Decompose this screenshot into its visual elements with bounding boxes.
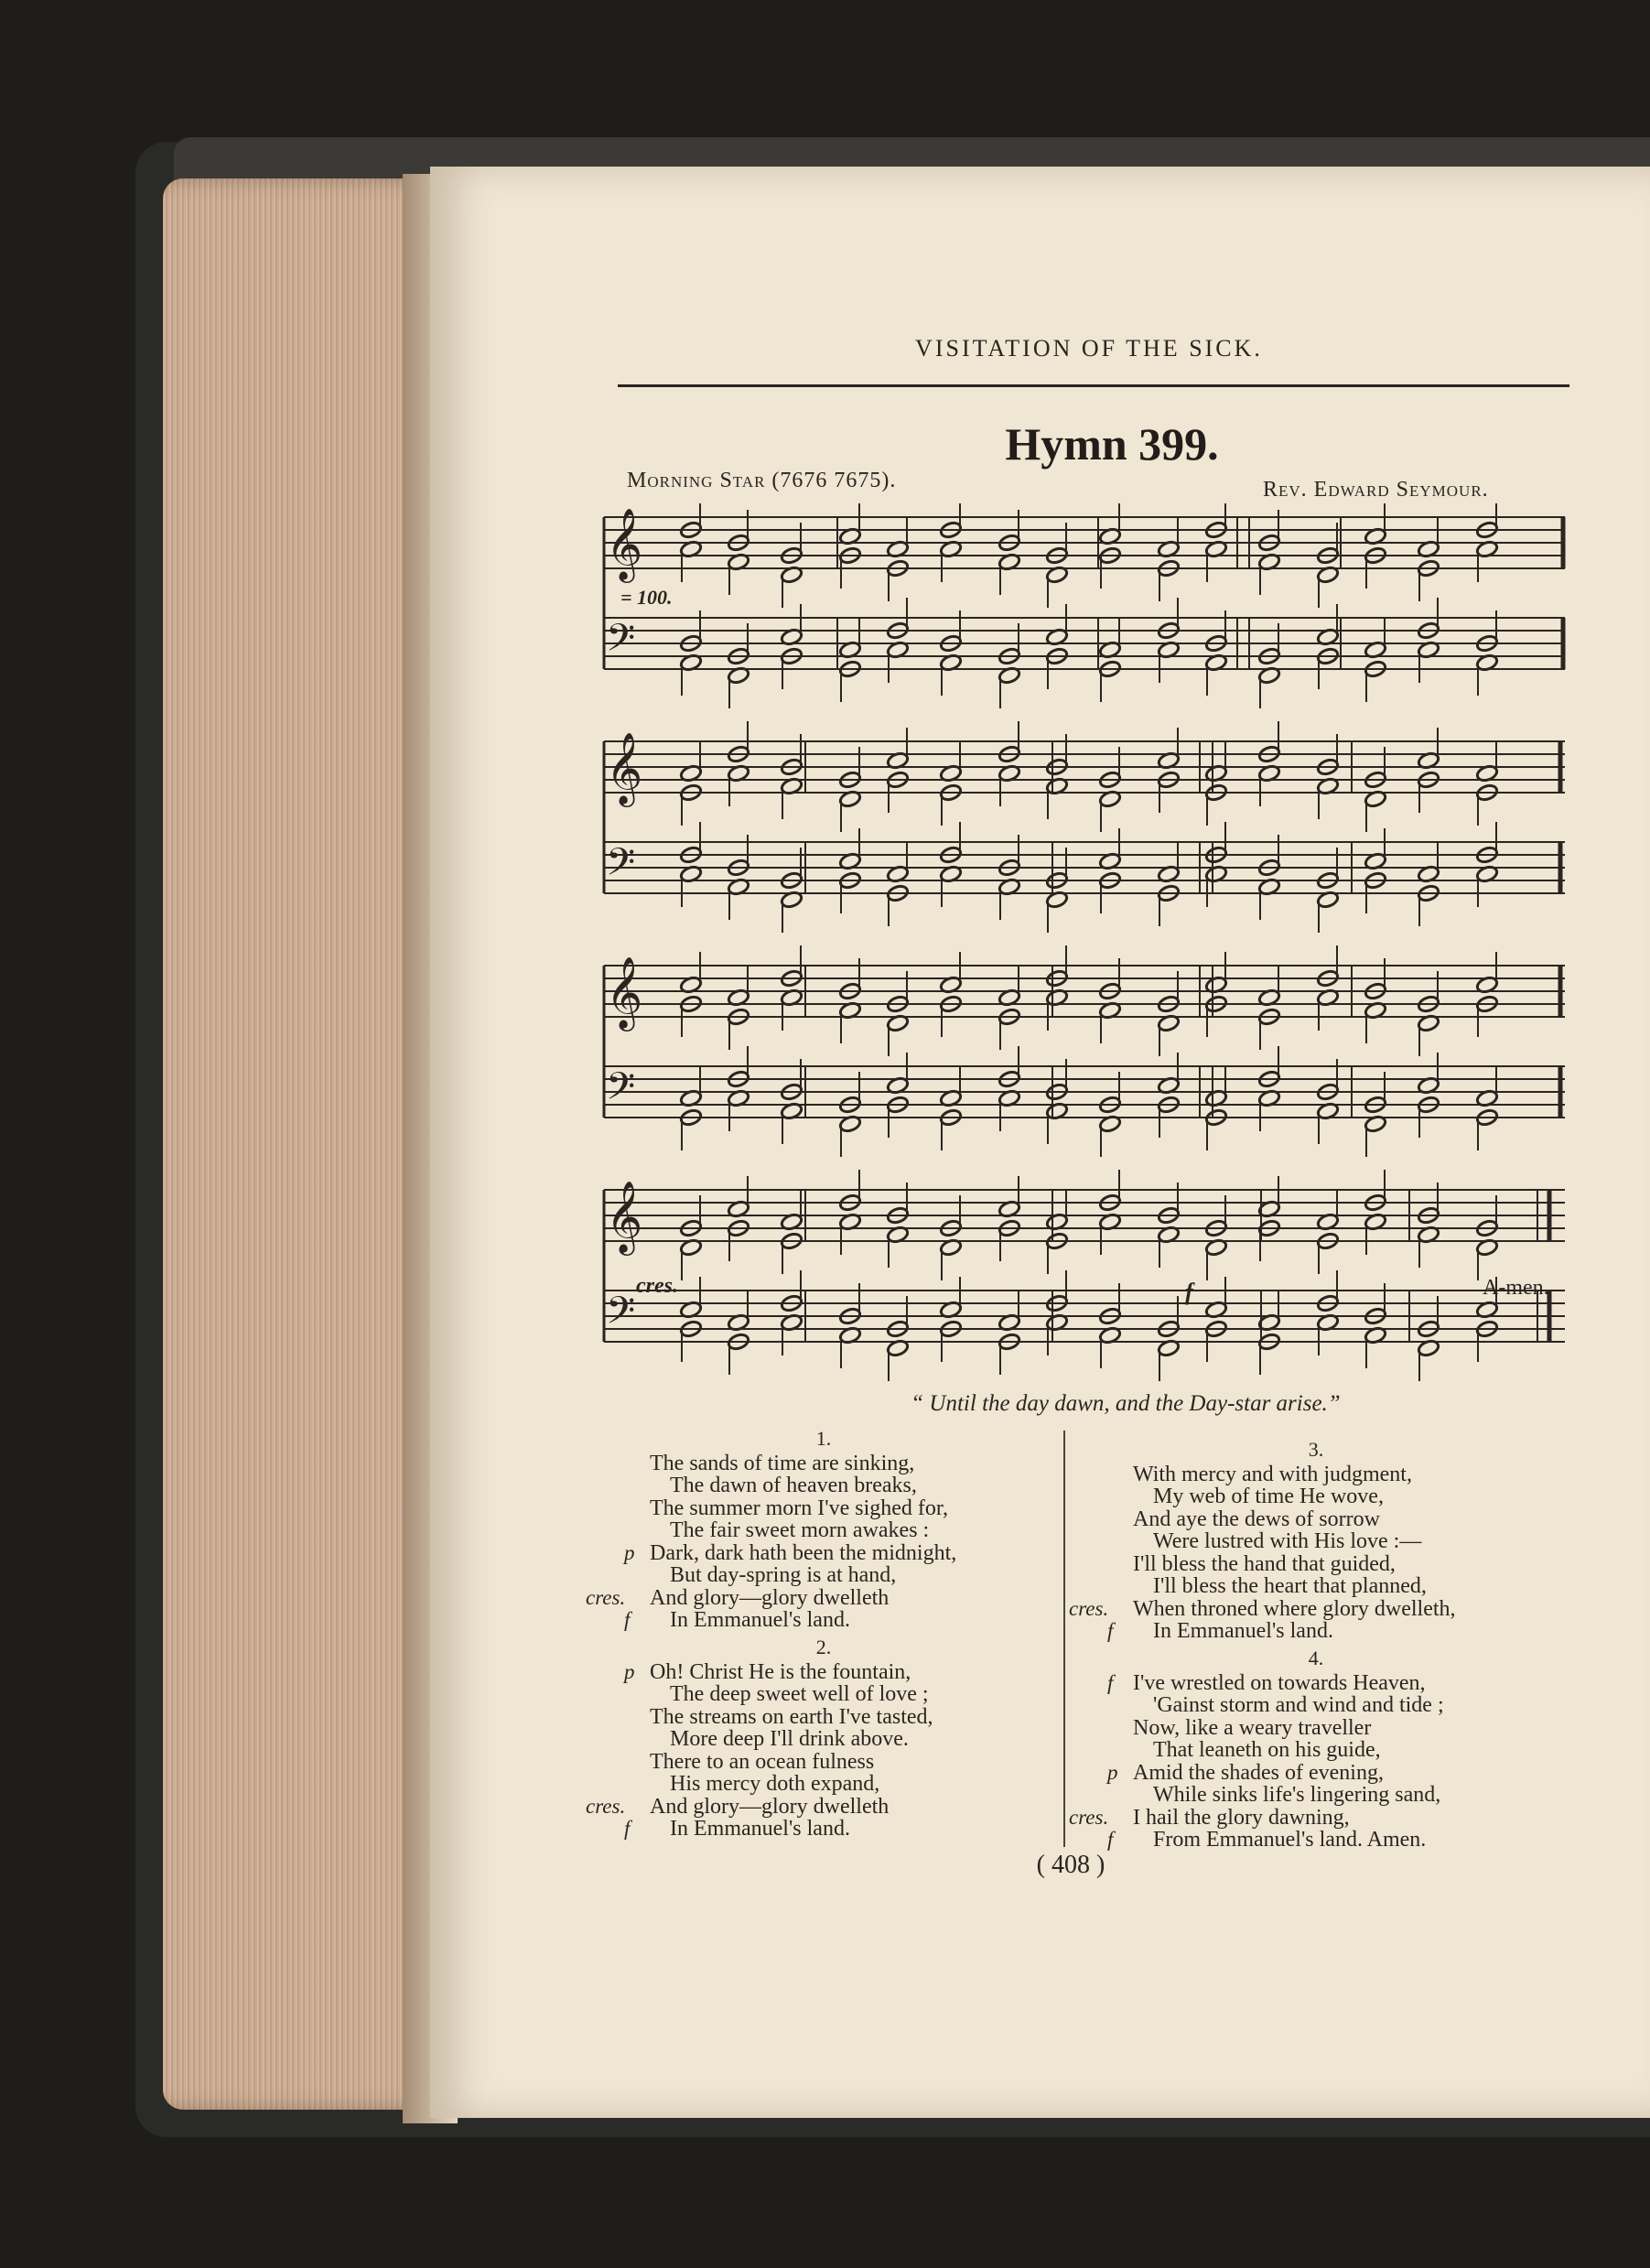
- verse-line: [586, 1587, 1062, 1610]
- verse-line-text: His mercy doth expand,: [670, 1772, 880, 1796]
- cres-marking: cres.: [636, 1274, 678, 1298]
- page-number: ( 408 ): [1036, 1851, 1105, 1879]
- verse-line: [586, 1683, 1062, 1706]
- verse-line-text: In Emmanuel's land.: [670, 1817, 850, 1841]
- bass-clef-icon: 𝄢: [606, 616, 636, 669]
- verse-number: 3.: [1308, 1438, 1324, 1461]
- verse-line: [586, 1751, 1062, 1774]
- verse-line: [1069, 1530, 1563, 1553]
- amen-label: A-men.: [1483, 1276, 1549, 1300]
- verse-line-text: Were lustred with His love :—: [1153, 1529, 1422, 1553]
- dynamic-mark: f: [624, 1608, 631, 1631]
- verse-line-text: That leaneth on his guide,: [1153, 1738, 1381, 1762]
- verse-line: [1069, 1463, 1563, 1486]
- verse-line: [1069, 1762, 1563, 1785]
- bass-clef-icon: 𝄢: [606, 1064, 636, 1118]
- score-systems: [604, 503, 1565, 1381]
- verse-line-text: When throned where glory dwelleth,: [1133, 1596, 1456, 1621]
- verse-line-text: The dawn of heaven breaks,: [670, 1474, 917, 1497]
- verse-line: [1069, 1784, 1563, 1807]
- dynamic-mark: f: [624, 1817, 631, 1840]
- verse-4: [1069, 1647, 1563, 1852]
- verse-line-text: While sinks life's lingering sand,: [1153, 1783, 1441, 1807]
- epigraph: “ Until the day dawn, and the Day-star arise.”: [911, 1391, 1341, 1416]
- dynamic-mark: p: [1107, 1760, 1118, 1784]
- verse-line-text: With mercy and with judgment,: [1133, 1462, 1412, 1486]
- verse-line-text: In Emmanuel's land.: [1153, 1619, 1333, 1643]
- verse-line: [586, 1796, 1062, 1819]
- verse-line: [586, 1728, 1062, 1751]
- verse-line: [586, 1542, 1062, 1565]
- verse-number: 1.: [815, 1427, 832, 1450]
- verse-line-text: Oh! Christ He is the fountain,: [650, 1659, 911, 1684]
- verse-line-text: The fair sweet morn awakes :: [670, 1518, 930, 1542]
- verse-line: [586, 1609, 1062, 1632]
- dynamic-mark: f: [1107, 1828, 1114, 1851]
- verse-line-text: The sands of time are sinking,: [650, 1451, 915, 1475]
- verse-line-text: But day-spring is at hand,: [670, 1563, 897, 1587]
- verse-line: [586, 1519, 1062, 1542]
- dynamic-mark: cres.: [1069, 1596, 1109, 1620]
- verse-line-text: I hail the glory dawning,: [1133, 1805, 1350, 1830]
- verse-line: [1069, 1620, 1563, 1643]
- verse-line: [1069, 1672, 1563, 1695]
- verse-line-text: From Emmanuel's land. Amen.: [1153, 1828, 1427, 1852]
- verse-line: [1069, 1694, 1563, 1717]
- verse-line: [586, 1497, 1062, 1520]
- verse-line-text: More deep I'll drink above.: [670, 1727, 909, 1751]
- tempo-mark: = 100.: [620, 586, 673, 609]
- column-divider: [1063, 1431, 1065, 1847]
- verse-number: 2.: [815, 1636, 832, 1658]
- treble-clef-icon: 𝄞: [606, 1181, 643, 1253]
- verse-line: [1069, 1575, 1563, 1598]
- verse-line-text: And aye the dews of sorrow: [1133, 1507, 1380, 1531]
- treble-clef-icon: 𝄞: [606, 508, 643, 580]
- verse-line-text: 'Gainst storm and wind and tide ;: [1153, 1693, 1444, 1717]
- hymn-author: Rev. Edward Seymour.: [1263, 478, 1489, 502]
- music-score: [586, 503, 1574, 1382]
- dynamic-mark: cres.: [586, 1794, 626, 1818]
- verse-3: [1069, 1439, 1563, 1643]
- treble-clef-icon: 𝄞: [606, 956, 643, 1029]
- dynamic-mark: f: [1107, 1670, 1114, 1694]
- verse-line: [1069, 1598, 1563, 1621]
- verse-line-text: In Emmanuel's land.: [670, 1608, 850, 1632]
- verse-line-text: There to an ocean fulness: [650, 1749, 875, 1774]
- dynamic-mark: p: [624, 1659, 635, 1683]
- verse-line-text: Dark, dark hath been the midnight,: [650, 1540, 957, 1565]
- verse-line-text: Now, like a weary traveller: [1133, 1715, 1372, 1740]
- verse-1: [586, 1428, 1062, 1632]
- verse-line: [586, 1818, 1062, 1841]
- verse-number: 4.: [1308, 1647, 1324, 1669]
- verse-line: [586, 1706, 1062, 1729]
- header-rule: [618, 384, 1569, 387]
- verse-line-text: I'll bless the heart that planned,: [1153, 1574, 1427, 1598]
- dynamic-mark: cres.: [586, 1585, 626, 1609]
- verse-line-text: And glory—glory dwelleth: [650, 1585, 890, 1610]
- verse-2: [586, 1636, 1062, 1841]
- verse-line: [1069, 1717, 1563, 1740]
- dynamic-mark: f: [1107, 1619, 1114, 1642]
- verse-line: [586, 1564, 1062, 1587]
- verse-line: [1069, 1829, 1563, 1852]
- verse-line: [1069, 1553, 1563, 1576]
- verse-line: [1069, 1739, 1563, 1762]
- hymn-title: Hymn 399.: [1005, 418, 1219, 470]
- dynamic-mark: cres.: [1069, 1805, 1109, 1829]
- running-head: VISITATION OF THE SICK.: [915, 335, 1263, 362]
- verse-line: [586, 1773, 1062, 1796]
- page-edges: [163, 178, 437, 2110]
- dynamic-mark: p: [624, 1540, 635, 1564]
- verse-line: [586, 1661, 1062, 1684]
- verse-line-text: The deep sweet well of love ;: [670, 1682, 929, 1706]
- verse-line-text: The summer morn I've sighed for,: [650, 1496, 948, 1520]
- verse-line: [586, 1453, 1062, 1475]
- verse-line-text: Amid the shades of evening,: [1133, 1760, 1384, 1785]
- verse-line-text: The streams on earth I've tasted,: [650, 1704, 933, 1729]
- verse-line-text: I've wrestled on towards Heaven,: [1133, 1670, 1426, 1695]
- bass-clef-icon: 𝄢: [606, 1289, 636, 1342]
- verse-line: [586, 1474, 1062, 1497]
- verse-line: [1069, 1508, 1563, 1531]
- tune-name: Morning Star (7676 7675).: [627, 469, 897, 492]
- verse-line-text: My web of time He wove,: [1153, 1485, 1384, 1508]
- verse-line-text: I'll bless the hand that guided,: [1133, 1551, 1396, 1576]
- bass-clef-icon: 𝄢: [606, 840, 636, 893]
- verse-line-text: And glory—glory dwelleth: [650, 1794, 890, 1819]
- treble-clef-icon: 𝄞: [606, 732, 643, 805]
- verse-line: [1069, 1485, 1563, 1508]
- verse-line: [1069, 1807, 1563, 1830]
- forte-marking: f: [1185, 1279, 1193, 1305]
